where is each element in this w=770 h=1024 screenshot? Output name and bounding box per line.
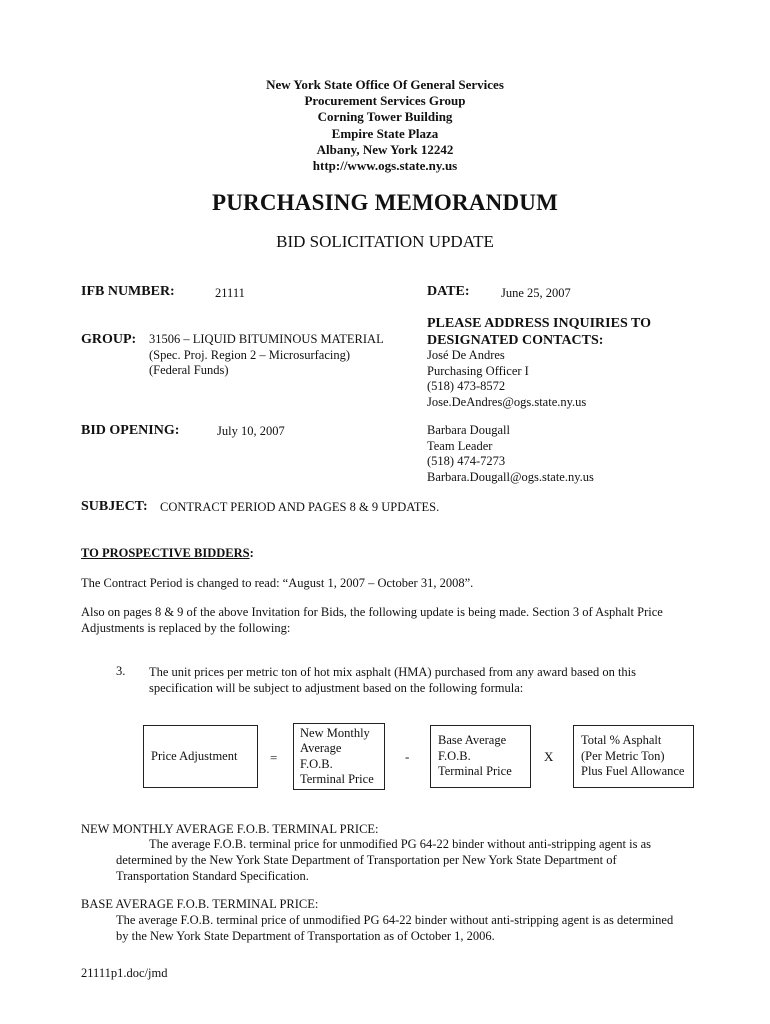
- item-number: 3.: [116, 664, 126, 678]
- header-line: Empire State Plaza: [331, 125, 439, 141]
- ifb-label: IFB NUMBER:: [81, 284, 175, 299]
- memo-title: PURCHASING MEMORANDUM: [212, 190, 558, 215]
- bafob-text: The average F.O.B. terminal price of unmodified PG 64-22 binder without anti-stripping agent is as determined by the New York State Department of Transportation as of October 1, 2006.: [116, 913, 674, 943]
- subject-label: SUBJECT:: [81, 499, 148, 514]
- contact-title: Purchasing Officer I: [427, 363, 529, 378]
- minus-sign: -: [405, 749, 410, 764]
- contact-email: Jose.DeAndres@ogs.state.ny.us: [427, 394, 587, 409]
- formula-price-adjustment-box: Price Adjustment: [143, 725, 258, 788]
- to-bidders-heading: TO PROSPECTIVE BIDDERS:: [81, 546, 254, 560]
- header-url: http://www.ogs.state.ny.us: [312, 158, 458, 174]
- bid-opening-label: BID OPENING:: [81, 423, 180, 438]
- formula-base-average-box: Base Average F.O.B. Terminal Price: [430, 725, 531, 788]
- group-line: (Spec. Proj. Region 2 – Microsurfacing): [149, 347, 351, 362]
- bid-opening-value: July 10, 2007: [217, 424, 285, 438]
- contacts-heading: PLEASE ADDRESS INQUIRIES TO DESIGNATED CONTACTS:: [427, 316, 651, 348]
- group-label: GROUP:: [81, 332, 137, 347]
- update-paragraph: Also on pages 8 & 9 of the above Invitation for Bids, the following update is being made. Section 3 of Asphalt Price Adjustments is replaced by the following:: [81, 605, 663, 635]
- header-line: Procurement Services Group: [304, 93, 466, 109]
- contact-title: Team Leader: [427, 438, 493, 453]
- contact-primary: [427, 348, 586, 410]
- contact-phone: (518) 474-7273: [427, 454, 506, 468]
- nmafob-line: The average F.O.B. terminal price for unmodified PG 64-22 binder without anti-stripping agent is as: [149, 837, 652, 851]
- header-line: New York State Office Of General Services: [266, 77, 504, 92]
- memo-subtitle: BID SOLICITATION UPDATE: [276, 232, 494, 251]
- nmafob-heading: NEW MONTHLY AVERAGE F.O.B. TERMINAL PRICE:: [81, 822, 379, 836]
- formula-total-asphalt-box: Total % Asphalt (Per Metric Ton) Plus Fuel Allowance: [573, 725, 694, 788]
- contact-email: Barbara.Dougall@ogs.state.ny.us: [427, 469, 594, 484]
- contact-phone: (518) 473-8572: [427, 379, 506, 393]
- ifb-value: 21111: [215, 286, 245, 300]
- agency-header: [0, 77, 770, 174]
- item-text: The unit prices per metric ton of hot mix asphalt (HMA) purchased from any award based on this specification will be subject to adjustment based on the following formula:: [149, 665, 637, 695]
- subject-value: CONTRACT PERIOD AND PAGES 8 & 9 UPDATES.: [160, 500, 440, 514]
- contract-period-paragraph: The Contract Period is changed to read: “August 1, 2007 – October 31, 2008”.: [81, 576, 474, 590]
- group-line: (Federal Funds): [149, 363, 229, 377]
- contact-secondary: [427, 423, 594, 485]
- bafob-heading: BASE AVERAGE F.O.B. TERMINAL PRICE:: [81, 897, 319, 911]
- multiply-sign: X: [544, 749, 554, 764]
- document-footer: 21111p1.doc/jmd: [81, 966, 168, 980]
- equals-sign: =: [270, 750, 278, 765]
- contact-name: Barbara Dougall: [427, 423, 510, 437]
- date-value: June 25, 2007: [501, 286, 571, 300]
- header-line: Corning Tower Building: [317, 109, 453, 125]
- group-details: [149, 332, 384, 379]
- nmafob-continuation: determined by the New York State Department of Transportation per New York State Department of Transportation Standard Specification.: [116, 853, 617, 883]
- contact-name: José De Andres: [427, 348, 505, 362]
- group-line: 31506 – LIQUID BITUMINOUS MATERIAL: [149, 332, 384, 346]
- header-line: Albany, New York 12242: [316, 141, 454, 157]
- date-label: DATE:: [427, 284, 470, 299]
- formula-new-monthly-box: New Monthly Average F.O.B. Terminal Price: [293, 723, 385, 790]
